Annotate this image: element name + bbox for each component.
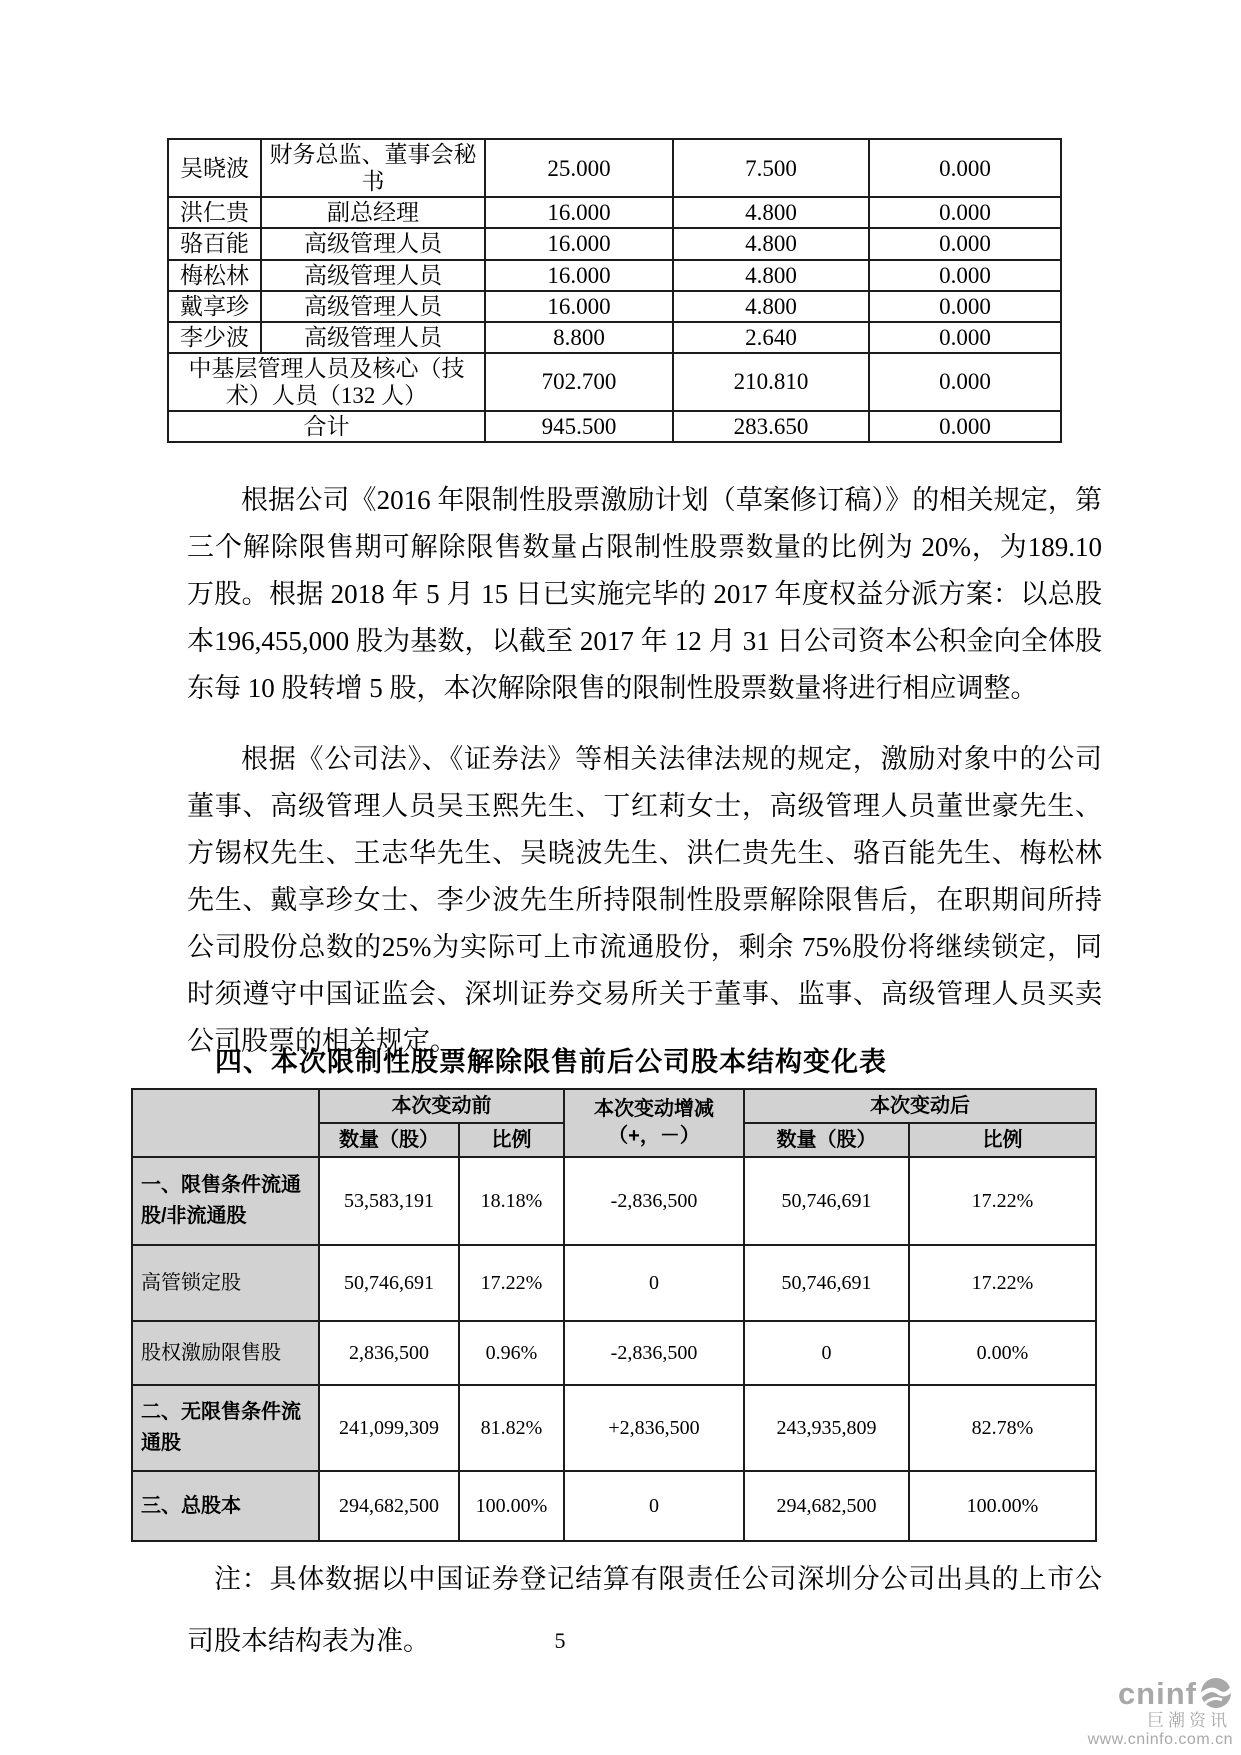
cell-value: 0.000 [869, 291, 1061, 322]
cell-qty-after: 0 [744, 1321, 909, 1385]
header-qty: 数量（股） [319, 1123, 459, 1157]
cell-value: 16.000 [485, 197, 673, 228]
cell-title: 高级管理人员 [261, 228, 485, 259]
cell-row-label: 三、总股本 [132, 1471, 319, 1541]
header-after: 本次变动后 [744, 1089, 1096, 1123]
cell-value: 0.000 [869, 260, 1061, 291]
cninfo-brand-row [1088, 1676, 1233, 1710]
table-row-total [168, 411, 1061, 442]
header-ratio: 比例 [909, 1123, 1096, 1157]
cell-ratio-after: 17.22% [909, 1157, 1096, 1245]
cell-name: 梅松林 [168, 260, 261, 291]
cell-value: 4.800 [673, 228, 869, 259]
cell-name: 吴晓波 [168, 139, 261, 197]
cell-value: 0.000 [869, 353, 1061, 411]
cell-qty-before: 50,746,691 [319, 1245, 459, 1321]
cell-qty-after: 243,935,809 [744, 1385, 909, 1471]
cell-qty-before: 53,583,191 [319, 1157, 459, 1245]
cell-row-label: 高管锁定股 [132, 1245, 319, 1321]
cell-row-label: 一、限售条件流通股/非流通股 [132, 1157, 319, 1245]
header-change: 本次变动增减（+，－） [564, 1089, 744, 1157]
cell-ratio-before: 0.96% [459, 1321, 564, 1385]
header-ratio: 比例 [459, 1123, 564, 1157]
cell-change: -2,836,500 [564, 1157, 744, 1245]
table-row [168, 291, 1061, 322]
cell-value: 4.800 [673, 291, 869, 322]
header-empty-cell [132, 1089, 319, 1157]
cell-total-label: 合计 [168, 411, 485, 442]
header-before: 本次变动前 [319, 1089, 564, 1123]
cell-value: 945.500 [485, 411, 673, 442]
cell-value: 8.800 [485, 322, 673, 353]
cell-value: 4.800 [673, 260, 869, 291]
cell-change: -2,836,500 [564, 1321, 744, 1385]
cell-value: 0.000 [869, 197, 1061, 228]
section-heading: 四、本次限制性股票解除限售前后公司股本结构变化表 [215, 1047, 887, 1077]
cell-title: 高级管理人员 [261, 322, 485, 353]
cell-name: 洪仁贵 [168, 197, 261, 228]
cell-value: 16.000 [485, 291, 673, 322]
cell-value: 283.650 [673, 411, 869, 442]
cell-change: 0 [564, 1245, 744, 1321]
cninfo-url: www.cninfo.com.cn [1087, 1731, 1233, 1748]
cell-ratio-before: 100.00% [459, 1471, 564, 1541]
footnote-text: 注：具体数据以中国证券登记结算有限责任公司深圳分公司出具的上市公司股本结构表为准。 [187, 1564, 1102, 1656]
cell-ratio-after: 100.00% [909, 1471, 1096, 1541]
cell-change: +2,836,500 [564, 1385, 744, 1471]
table-row [168, 197, 1061, 228]
incentive-unlock-table [167, 138, 1062, 443]
cell-title: 财务总监、董事会秘书 [261, 139, 485, 197]
cell-name: 戴享珍 [168, 291, 261, 322]
table-row [132, 1471, 1096, 1541]
cell-value: 25.000 [485, 139, 673, 197]
cell-value: 0.000 [869, 322, 1061, 353]
cell-row-label: 二、无限售条件流通股 [132, 1385, 319, 1471]
page-number: 5 [554, 1628, 566, 1653]
cell-qty-after: 294,682,500 [744, 1471, 909, 1541]
cninfo-watermark [1088, 1676, 1233, 1748]
share-structure-table [131, 1088, 1097, 1542]
cell-value: 0.000 [869, 139, 1061, 197]
table-row [132, 1245, 1096, 1321]
cell-qty-after: 50,746,691 [744, 1245, 909, 1321]
table-row [132, 1385, 1096, 1471]
cell-group-label: 中基层管理人员及核心（技术）人员（132 人） [168, 353, 485, 411]
cell-ratio-after: 82.78% [909, 1385, 1096, 1471]
header-qty: 数量（股） [744, 1123, 909, 1157]
cell-name: 骆百能 [168, 228, 261, 259]
cell-value: 16.000 [485, 260, 673, 291]
table-row [168, 139, 1061, 197]
cell-qty-before: 2,836,500 [319, 1321, 459, 1385]
cell-qty-after: 50,746,691 [744, 1157, 909, 1245]
cell-value: 2.640 [673, 322, 869, 353]
table-header-row [132, 1089, 1096, 1123]
cell-value: 7.500 [673, 139, 869, 197]
cell-ratio-after: 17.22% [909, 1245, 1096, 1321]
table-row [168, 228, 1061, 259]
cell-value: 4.800 [673, 197, 869, 228]
cell-value: 16.000 [485, 228, 673, 259]
cell-ratio-before: 17.22% [459, 1245, 564, 1321]
cninfo-brand-text: cninf [1117, 1675, 1197, 1711]
paragraph-unlock-ratio: 根据公司《2016 年限制性股票激励计划（草案修订稿）》的相关规定，第三个解除限售期可解除限售数量占限制性股票数量的比例为 20%，为189.10 万股。根据 2018 年 5 月 15 日已实施完毕的 2017 年度权益分派方案：以总股本196,455,000 股为基数，以截至 2017 年 12 月 31 日公司资本公积金向全体股东每 10 股转增 5 股，本次解除限售的限制性股票数量将进行相应调整。 [187, 485, 1102, 703]
cell-value: 0.000 [869, 411, 1061, 442]
cninfo-chinese-name: 巨潮资讯 [1147, 1711, 1231, 1730]
cell-qty-before: 241,099,309 [319, 1385, 459, 1471]
cell-ratio-before: 81.82% [459, 1385, 564, 1471]
cell-title: 副总经理 [261, 197, 485, 228]
cell-row-label: 股权激励限售股 [132, 1321, 319, 1385]
table-row [168, 353, 1061, 411]
paragraph-lockup-rules: 根据《公司法》、《证券法》等相关法律法规的规定，激励对象中的公司董事、高级管理人员吴玉熙先生、丁红莉女士，高级管理人员董世豪先生、方锡权先生、王志华先生、吴晓波先生、洪仁贵先生、骆百能先生、梅松林先生、戴享珍女士、李少波先生所持限制性股票解除限售后，在职期间所持公司股份总数的25%为实际可上市流通股份，剩余 75%股份将继续锁定，同时须遵守中国证监会、深圳证券交易所关于董事、监事、高级管理人员买卖公司股票的相关规定。 [187, 744, 1102, 1056]
cell-value: 210.810 [673, 353, 869, 411]
table-row [132, 1157, 1096, 1245]
cell-change: 0 [564, 1471, 744, 1541]
cell-name: 李少波 [168, 322, 261, 353]
table-row [168, 322, 1061, 353]
cell-ratio-before: 18.18% [459, 1157, 564, 1245]
table-row [168, 260, 1061, 291]
cell-ratio-after: 0.00% [909, 1321, 1096, 1385]
cell-title: 高级管理人员 [261, 291, 485, 322]
cell-value: 0.000 [869, 228, 1061, 259]
cninfo-logo-icon [1199, 1676, 1233, 1710]
table-row [132, 1321, 1096, 1385]
cell-qty-before: 294,682,500 [319, 1471, 459, 1541]
cell-value: 702.700 [485, 353, 673, 411]
cell-title: 高级管理人员 [261, 260, 485, 291]
